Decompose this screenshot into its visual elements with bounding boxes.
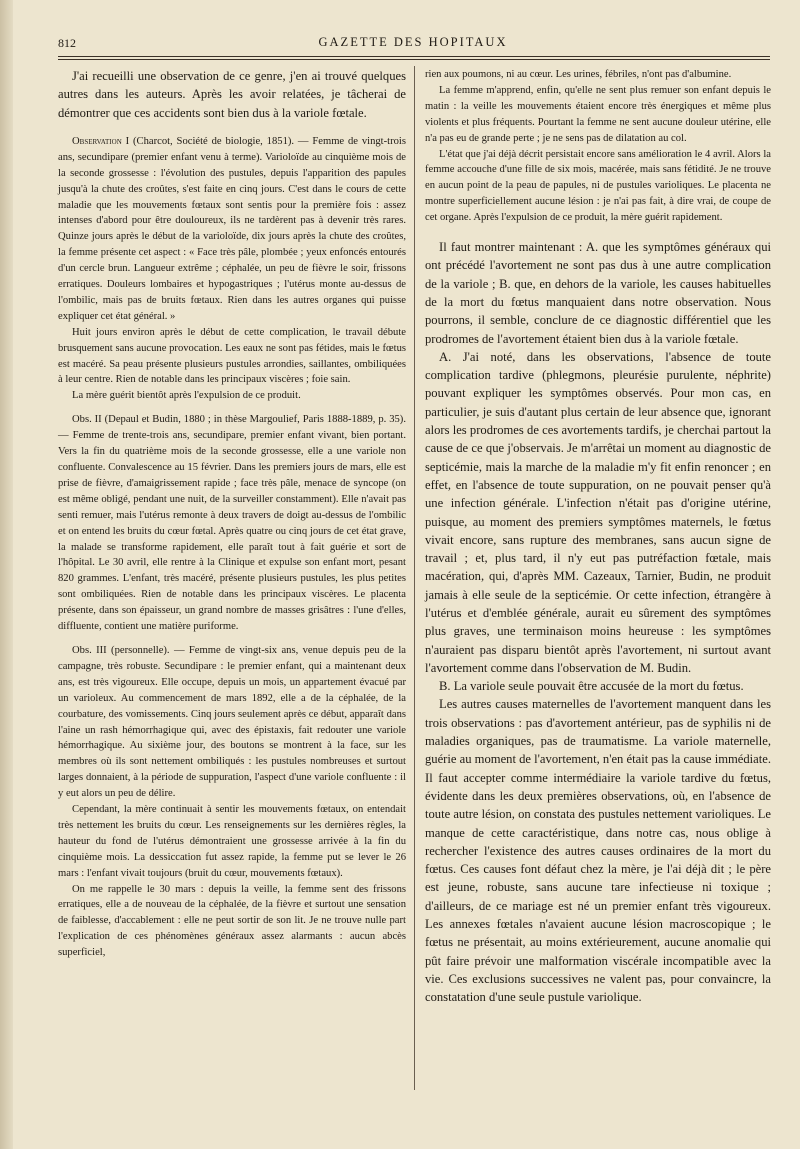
observation-3-paragraph-3: On me rappelle le 30 mars : depuis la veille, la femme sent des frissons erratiques, elle a de nouveau de la céphalée, de la fièvre et surtout une sensation de faiblesse, d'accablement : elle ne peut sortir de son lit. Je ne trouve nulle part l'explication de ces phénomènes généraux assez alarmants : aucun abcès superficiel, <box>58 883 406 959</box>
observation-3-paragraph-4: La femme m'apprend, enfin, qu'elle ne sent plus remuer son enfant depuis le matin : la veille les mouvements étaient encore très énergiques et même plus violents et plus fréquents. Pourtant la femme ne sent aucune douleur utérine, elle n'a pas eu de grande perte ; je ne sens pas de dilatation au col. <box>425 84 771 144</box>
observation-3: Obs. III (personnelle). — Femme de vingt-six ans, venue depuis peu de la campagne, très robuste. Secundipare : le premier enfant, qui a maintenant deux ans, est très vigoureux. Elle occupe, depuis un mois, un appartement évacué par un varioleux. Au commencement de mars 1892, elle a de la céphalée, de la courbature, des vomissements. Cinq jours seulement après ce début, apparaît dans l'aine un rash hémorrhagique qui, avec des épistaxis, fait redouter une variole hémorrhagique. Au sixième jour, des boutons se montrent à la face, sur les membres où ils sont nettement ombiliqués : les pustules nombreuses et surtout larges donnaient, à la période de suppuration, l'aspect d'une variole confluente : il y eut alors un peu de délire. <box>58 644 406 800</box>
discussion-paragraph-4: Les autres causes maternelles de l'avortement manquent dans les trois observations : pas d'avortement antérieur, pas de syphilis ni de maladies organiques, pas de traumatisme. La variole maternelle, guérie au moment de l'avortement, n'en était pas la cause immédiate. Il faut accepter comme intermédiaire la variole tardive du fœtus, évidente dans les deux premières observations, où, en l'absence de toute autre lésion, on constata des pustules nettement varioliques. Le manque de cette caractéristique, dans notre cas, nous oblige à rechercher l'existence des autres causes ordinaires de la mort du fœtus. Ces causes font défaut chez la mère, je l'ai déjà dit ; le père est jeune, robuste, sans aucune tare infectieuse ni toxique ; d'ailleurs, de ce mariage est né un premier enfant très vigoureux. Les annexes fœtales n'avaient aucune lésion macroscopique ; le fœtus ne présentait, au moins extérieurement, aucune anomalie qui pût faire prévoir une malformation viscérale incompatible avec la vie. Ces exclusions successives ne valent pas, pour convaincre, la constatation d'une seule pustule variolique. <box>425 697 771 1005</box>
discussion-paragraph-2: A. J'ai noté, dans les observations, l'absence de toute complication tardive (phlegmons, pleurésie purulente, néphrite) pouvant expliquer les symptômes observés. Pour mon cas, en particulier, je suis d'autant plus certain de leur absence que, ignorant alors les prodromes de ces avortements tardifs, je cherchai partout la cause de ce que j'observais. Je m'arrêtai un moment au diagnostic de septicémie, mais la marche de la maladie m'y fit enfin renoncer ; en effet, en l'absence de toute suppuration, on ne pouvait penser qu'à une infection générale. L'infection n'était pas d'origine utérine, puisque, au moment des premiers symptômes maternels, le fœtus vivait encore, sans rupture des membranes, sans aucun signe de travail ; et, plus tard, il n'y eut pas putréfaction fœtale, mais macération, qui, d'après MM. Cazeaux, Tarnier, Budin, ne produit jamais à elle seule de la septicémie. Or cette infection, étrangère à l'utérus et d'emblée générale, aurait eu sûrement des symptômes plus graves, une terminaison moins heureuse : les symptômes n'auraient pas disparu bientôt après l'avortement, ni surtout avant l'avortement comme dans l'observation de M. Budin. <box>425 349 771 675</box>
observation-1-paragraph-3: La mère guérit bientôt après l'expulsion de ce produit. <box>72 390 301 402</box>
header-rule-top <box>58 56 770 57</box>
left-column <box>58 67 406 961</box>
observation-1-text: I (Charcot, Société de biologie, 1851). — Femme de vingt-trois ans, secundipare (premier enfant venu à terme). Varioloïde au cinquième mois de la seconde grossesse : l'évolution des pustules, depuis l'apparition des papules jusqu'à la chute des croûtes, s'est faite en cinq jours. C'est dans le cours de cette maladie que les mouvements fœtaux sont sentis pour la première fois : assez intenses d'abord pour être douloureux, ils ne tardèrent pas à devenir très rares. Quinze jours après le début de la varioloïde, dix jours après la chute des croûtes, la femme présente cet aspect : « Face très pâle, plombée ; yeux enfoncés entourés d'un cercle brun. Langueur extrême ; céphalée, un peu de fièvre le soir, frissons erratiques. Douleurs lombaires et hypogastriques ; l'utérus monte au-dessus de l'ombilic, mais pas de bruits fœtaux. Rien dans les autres organes qui puisse expliquer cet état général. » <box>58 135 406 322</box>
observation-1 <box>58 134 406 325</box>
observation-1-paragraph-2: Huit jours environ après le début de cette complication, le travail débute brusquement sans aucune provocation. Les eaux ne sont pas fétides, mais le fœtus est macéré. Sa peau présente plusieurs pustules arrondies, saillantes, ombiliquées à leur centre. Rien de notable dans les principaux viscères ; foie sain. <box>58 326 406 386</box>
observation-3-paragraph-5: L'état que j'ai déjà décrit persistait encore sans amélioration le 4 avril. Alors la femme accouche d'une fille de six mois, macérée, mais sans fétidité. Je ne trouve en aucun point de la peau de papules, ni de pustules varioliques. Le placenta ne montre superficiellement aucune lésion : je n'ai pas fait, à dire vrai, de coupe de cet organe. Après l'expulsion de ce produit, la mère guérit rapidement. <box>425 148 771 224</box>
observation-1-lead: Observation <box>72 135 122 147</box>
page-number: 812 <box>58 36 76 50</box>
right-column <box>425 67 771 1007</box>
discussion-paragraph-1: Il faut montrer maintenant : A. que les symptômes généraux qui ont précédé l'avortement ne sont pas dus à une autre complication de la variole ; B. que, en dehors de la variole, les causes habituelles de la mort du fœtus manquaient dans notre observation. Nous pourrons, il semble, conclure de ce diagnostic différentiel que les prodromes de l'avortement étaient bien dus à la variole fœtale. <box>425 240 771 346</box>
page-header <box>58 33 768 53</box>
intro-paragraph: J'ai recueilli une observation de ce genre, j'en ai trouvé quelques autres dans les auteurs. Après les avoir relatées, je tâcherai de démontrer que ces accidents sont bien dus à la variole fœtale. <box>58 69 406 120</box>
observation-2: Obs. II (Depaul et Budin, 1880 ; in thèse Margoulief, Paris 1888-1889, p. 35). — Femme de trente-trois ans, secundipare, premier enfant vivant, bien portant. Vers la fin du quatrième mois de la seconde grossesse, elle a une variole non confluente. Convalescence au 15 février. Dans les premiers jours de mars, elle est prise de fièvre, d'amaigrissement rapide ; face très pâle, menace de syncope (on est même obligé, pendant une nuit, de la surveiller constamment). Elle n'avait pas senti remuer, mais l'utérus remonte à deux travers de doigt au-dessus de l'ombilic et on entend les bruits du cœur fœtal. Après quatre ou cinq jours de cet état grave, la malade se transforme rapidement, elle paraît tout à fait guérie et sort de l'hôpital. Le 30 avril, elle rentre à la Clinique et expulse son enfant mort, pesant 820 grammes. L'enfant, très macéré, présente plusieurs pustules, les plus petites sont ombiliquées. Rien de notable dans les principaux viscères. Le placenta présente, dans son épaisseur, un grand nombre de masses grisâtres : l'une d'elles, diffluente, contient une matière puriforme. <box>58 414 406 633</box>
observation-3-continued: rien aux poumons, ni au cœur. Les urines, fébriles, n'ont pas d'albumine. <box>425 69 732 80</box>
header-rule-bottom <box>58 59 770 60</box>
discussion-paragraph-3: B. La variole seule pouvait être accusée de la mort du fœtus. <box>439 679 744 694</box>
page-binding-edge <box>0 0 13 1149</box>
column-divider <box>414 66 415 1090</box>
observation-3-paragraph-2: Cependant, la mère continuait à sentir les mouvements fœtaux, on entendait très nettement les bruits du cœur. Les renseignements sur les dernières règles, la hauteur du fond de l'utérus démontraient une grossesse arrivée à la fin du cinquième mois. La dessiccation fut assez rapide, la femme put se lever le 26 mars : l'enfant vivait toujours (bruit du cœur, mouvements fœtaux). <box>58 804 406 879</box>
running-title: GAZETTE DES HOPITAUX <box>318 35 508 49</box>
